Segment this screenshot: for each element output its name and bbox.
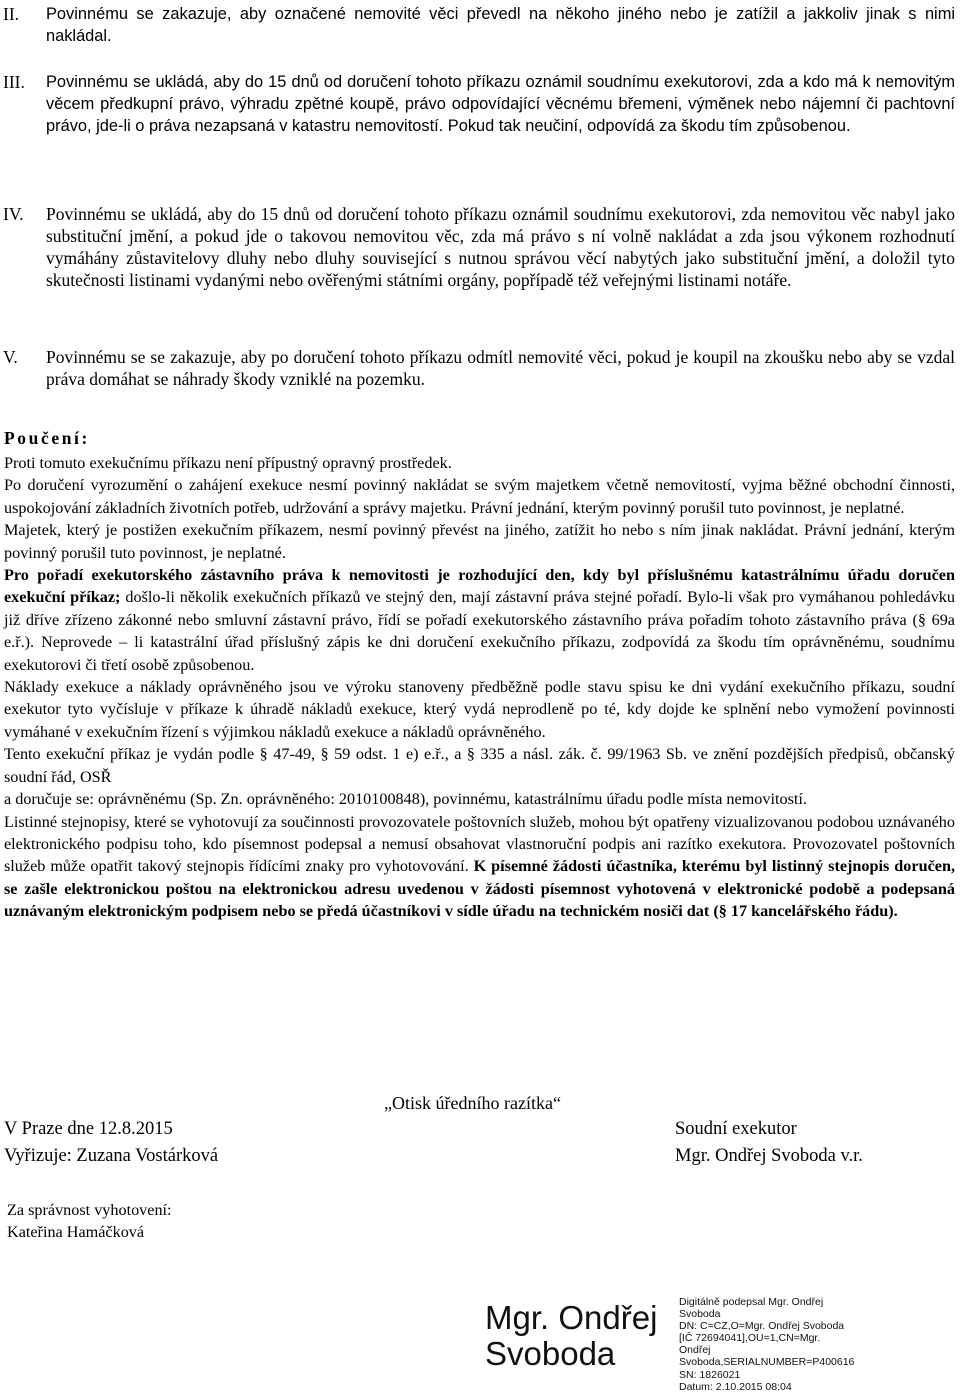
esign-detail-line: Svoboda <box>679 1308 721 1321</box>
electronic-signature-details <box>679 1296 919 1393</box>
text: Listinné stejnopisy, které se vyhotovují za součinnosti provozovatele poštovních služeb, mohou být opatřeny vizualizovanou podobou uznávaného elektronického podpisu toho, kdo písemnost podepsal a nemusí obsahovat vlastnoruční podpis ani razítko exekutora. Provozovatel poštovních služeb může opatřit takový stejnopis řídícími znaky pro vyhotovování. <box>4 812 955 876</box>
text: došlo-li několik exekučních příkazů ve stejný den, mají zástavní práva stejné pořadí. Bylo-li však pro vymáhanou pohledávku již dříve zřízeno zákonné nebo smluvní zástavní právo, řídí se pořadí exekutorského zástavního práva pořadím tohoto zástavního práva (§ 69a e.ř.). Neprovede – li katastrální úřad příslušný zápis ke dni doručení exekučního příkazu, zodpovídá za škodu tím oprávněnému, soudnímu exekutorovi či třetí osobě způsobenou. <box>4 588 955 674</box>
item-text: Povinnému se se zakazuje, aby po doručení tohoto příkazu odmítl nemovité věci, pokud je koupil na zkoušku nebo aby se vzdal práva domáhat se náhrady škody vzniklé na pozemku. <box>46 347 955 389</box>
paragraph: Náklady exekuce a náklady oprávněného jsou ve výroku stanoveny předběžně podle stavu spisu ke dni vydání exekučního příkazu, soudní exekutor tyto vyčísluje v příkaze k úhradě nákladů exekuce, který vydá neprodleně po té, kdy dojde ke splnění nebo vymožení povinnosti vymáhané v exekučním řízení s výjimkou nákladů exekuce a nákladů oprávněného. <box>4 678 955 741</box>
paragraph: Po doručení vyrozumění o zahájení exekuce nesmí povinný nakládat se svým majetkem včetně nemovitostí, vyjma běžné obchodní činnosti, uspokojování základních životních potřeb, udržování a správy majetku. Právní jednání, kterým povinný porušil tuto povinnost, je neplatné. <box>4 476 955 517</box>
place-date: V Praze dne 12.8.2015 <box>4 1119 173 1139</box>
paragraph <box>4 811 955 923</box>
paragraph <box>4 564 955 676</box>
esign-detail-line: SN: 1826021 <box>679 1368 741 1381</box>
item-text: Povinnému se ukládá, aby do 15 dnů od doručení tohoto příkazu oznámil soudnímu exekutorovi, zda a kdo má k nemovitým věcem předkupní právo, výhradu zpětné koupě, právo odpovídající věcnému břemeni, výměnek nebo nájemní či pachtovní právo, jde-li o práva nezapsaná v katastru nemovitostí. Pokud tak neučiní, odpovídá za škodu tím způsobenou. <box>46 73 955 135</box>
esign-detail-line: Svoboda,SERIALNUMBER=P400616 <box>679 1356 855 1369</box>
electronic-signature-name <box>485 1300 675 1372</box>
item-number: V. <box>3 347 18 367</box>
esign-detail-line: Digitálně podepsal Mgr. Ondřej <box>679 1296 824 1308</box>
paragraph: Tento exekuční příkaz je vydán podle § 47-49, § 59 odst. 1 e) e.ř., a § 335 a násl. zák. č. 99/1963 Sb. ve znění pozdějších předpisů, občanský soudní řád, OSŘ <box>4 745 955 786</box>
esign-name-line: Svoboda <box>485 1335 616 1372</box>
esign-name-line: Mgr. Ondřej <box>485 1299 658 1336</box>
handler: Vyřizuje: Zuzana Vostárková <box>4 1146 219 1166</box>
item-text: Povinnému se ukládá, aby do 15 dnů od doručení tohoto příkazu oznámil soudnímu exekutorovi, zda nemovitou věc nabyl jako substituční jmění, a pokud jde o takovou nemovitou věc, zda má právo s ní volně nakládat a zda jsou výkonem rozhodnutí vymáhány zůstavitelovy dluhy nebo dluhy související s nutnou správou věcí nabytých jako substituční jmění, a doložil tyto skutečnosti listinami vydanými nebo ověřenými státními orgány, popřípadě též veřejnými listinami notáře. <box>46 204 955 290</box>
paragraph: Proti tomuto exekučnímu příkazu není přípustný opravný prostředek. <box>4 454 452 472</box>
paragraph: Majetek, který je postižen exekučním příkazem, nesmí povinný převést na jiného, zatížit ho nebo s ním jinak nakládat. Právní jednání, kterým povinný porušil tuto povinnost, je neplatné. <box>4 521 955 562</box>
esign-detail-line: [IČ 72694041],OU=1,CN=Mgr. <box>679 1332 821 1345</box>
instructions-body <box>4 452 955 923</box>
item-text: Povinnému se zakazuje, aby označené nemovité věci převedl na někoho jiného nebo je zatížil a jakkoliv jinak s nimi nakládal. <box>46 5 955 45</box>
item-ii <box>3 3 955 47</box>
paragraph: a doručuje se: oprávněnému (Sp. Zn. oprávněného: 2010100848), povinnému, katastrálnímu úřadu podle místa nemovitostí. <box>4 790 807 809</box>
signature-left <box>4 1116 218 1170</box>
verification-label: Za správnost vyhotovení: <box>7 1201 172 1219</box>
signer-role: Soudní exekutor <box>675 1119 797 1139</box>
esign-detail-line: Ondřej <box>679 1344 711 1357</box>
bold-text: K písemné žádosti účastníka, kterému byl listinný stejnopis doručen, se zašle elektronickou poštou na elektronickou adresu uvedenou v žádosti písemnost vyhotovená v elektronické podobě a podepsaná uznávaným elektronickým podpisem nebo se předá účastníkovi v sídle úřadu na technickém nosiči dat (§ 17 kancelářského řádu). <box>4 857 955 921</box>
item-v <box>3 346 955 390</box>
verification <box>7 1199 172 1243</box>
esign-detail-line: Datum: 2.10.2015 08:04 <box>679 1380 792 1393</box>
item-number: II. <box>3 4 20 24</box>
verification-name: Kateřina Hamáčková <box>7 1223 145 1241</box>
esign-detail-line: DN: C=CZ,O=Mgr. Ondřej Svoboda <box>679 1320 845 1333</box>
item-iv <box>3 203 955 291</box>
signer-name: Mgr. Ondřej Svoboda v.r. <box>675 1146 863 1166</box>
bold-text: Pro pořadí exekutorského zástavního práva k nemovitosti je rozhodující den, kdy byl příslušnému katastrálnímu úřadu doručen exekuční příkaz; <box>4 566 955 607</box>
item-iii <box>3 71 955 137</box>
instructions-heading: Poučení: <box>4 428 90 448</box>
signature-right <box>675 1116 863 1170</box>
stamp-placeholder: „Otisk úředního razítka“ <box>384 1093 561 1113</box>
item-number: III. <box>3 72 25 92</box>
item-number: IV. <box>3 204 24 224</box>
